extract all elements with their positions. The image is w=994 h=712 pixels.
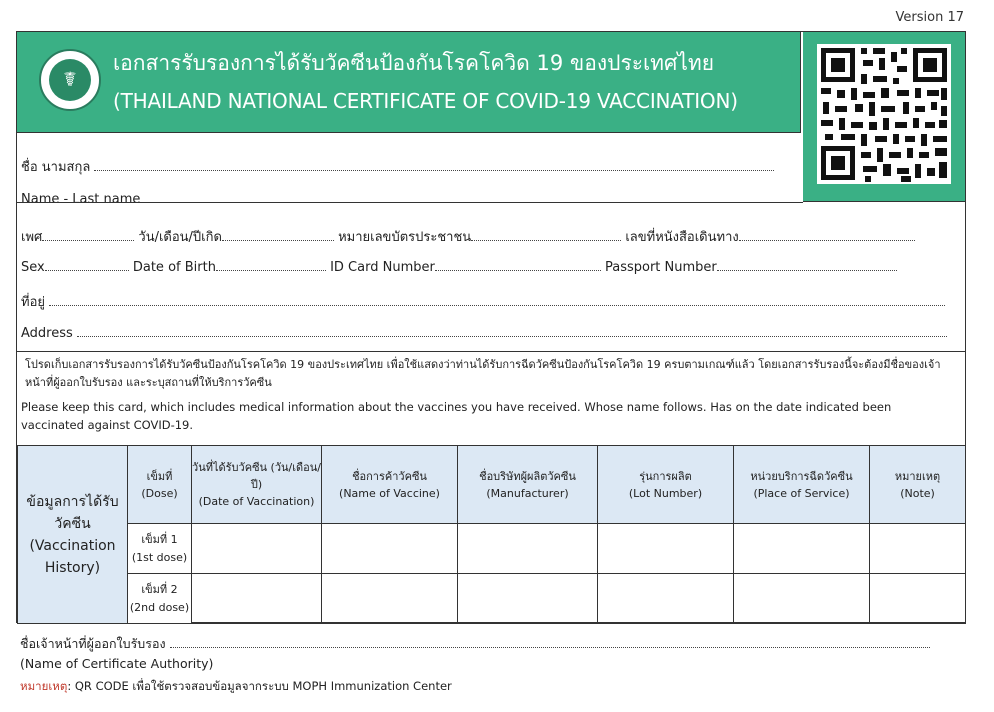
passport-thai-label: เลขที่หนังสือเดินทาง <box>625 230 739 245</box>
sex-english-label: Sex <box>21 260 45 275</box>
passport-english-field[interactable] <box>717 259 897 271</box>
name-english-label: Name - Last name <box>21 192 141 207</box>
column-header-lot-number: รุ่นการผลิต (Lot Number) <box>598 446 734 524</box>
history-english-label: (Vaccination History) <box>29 537 116 576</box>
address-thai-field[interactable] <box>49 294 945 306</box>
name-english-row <box>21 191 785 207</box>
dose-2-place-cell[interactable] <box>734 574 870 624</box>
dob-thai-label: วัน/เดือน/ปีเกิด <box>138 230 222 245</box>
dose-1-date-cell[interactable] <box>192 524 322 574</box>
authority-english-label: (Name of Certificate Authority) <box>20 656 214 671</box>
title-english: (THAILAND NATIONAL CERTIFICATE OF COVID-19 VACCINATION) <box>113 89 738 113</box>
column-header-dose: เข็มที่ (Dose) <box>128 446 192 524</box>
table-row <box>18 574 966 624</box>
column-header-vaccine-name: ชื่อการค้าวัคซีน (Name of Vaccine) <box>322 446 458 524</box>
dob-thai-field[interactable] <box>222 229 334 241</box>
qr-code-icon <box>817 44 951 184</box>
sex-thai-field[interactable] <box>42 229 134 241</box>
column-header-place: หน่วยบริการฉีดวัคซีน (Place of Service) <box>734 446 870 524</box>
column-header-manufacturer: ชื่อบริษัทผู้ผลิตวัคซีน (Manufacturer) <box>458 446 598 524</box>
column-header-note: หมายเหตุ (Note) <box>870 446 966 524</box>
vaccination-history-table <box>17 445 966 624</box>
remark-label: หมายเหตุ <box>20 679 68 693</box>
dob-english-label: Date of Birth <box>132 260 216 275</box>
divider <box>17 202 803 203</box>
title-thai: เอกสารรับรองการได้รับวัคซีนป้องกันโรคโควิด 19 ของประเทศไทย <box>113 51 715 75</box>
dose-2-manufacturer-cell[interactable] <box>458 574 598 624</box>
dose-1-lot-cell[interactable] <box>598 524 734 574</box>
address-thai-label: ที่อยู่ <box>21 295 45 310</box>
certificate-header <box>17 32 801 133</box>
address-english-label: Address <box>21 326 73 341</box>
address-thai-row <box>21 291 945 312</box>
dose-2-lot-cell[interactable] <box>598 574 734 624</box>
column-header-date: วันที่ได้รับวัคซีน (วัน/เดือน/ปี) (Date of Vaccination) <box>192 446 322 524</box>
authority-row <box>20 634 930 654</box>
vaccination-certificate-card <box>16 31 966 623</box>
authority-field[interactable] <box>170 636 930 648</box>
name-thai-field[interactable] <box>94 159 774 171</box>
divider <box>17 351 965 352</box>
personal-info-thai-row <box>21 226 915 247</box>
remark-row <box>20 678 452 696</box>
personal-info-english-row <box>21 259 897 275</box>
dose-1-manufacturer-cell[interactable] <box>458 524 598 574</box>
table-row <box>18 524 966 574</box>
note-thai: โปรดเก็บเอกสารรับรองการได้รับวัคซีนป้องกันโรคโควิด 19 ของประเทศไทย เพื่อใช้แสดงว่าท่านได้รับการฉีดวัคซีนป้องกันโรคโควิด 19 ครบตามเกณฑ์แล้ว โดยเอกสารรับรองนี้จะต้องมีชื่อของเจ้าหน้าที่ผู้ออกใบรับรอง และระบุสถานที่ให้บริการวัคซีน <box>25 358 941 389</box>
vaccination-history-heading <box>18 446 128 624</box>
history-thai-label: ข้อมูลการได้รับวัคซีน <box>26 493 119 532</box>
idcard-english-field[interactable] <box>435 259 601 271</box>
dose-1-vaccine-cell[interactable] <box>322 524 458 574</box>
dose-2-date-cell[interactable] <box>192 574 322 624</box>
dose-1-place-cell[interactable] <box>734 524 870 574</box>
address-english-row <box>21 325 947 341</box>
sex-thai-label: เพศ <box>21 230 43 245</box>
dose-2-note-cell[interactable] <box>870 574 966 624</box>
authority-thai-label: ชื่อเจ้าหน้าที่ผู้ออกใบรับรอง <box>20 636 166 651</box>
idcard-english-label: ID Card Number <box>330 260 435 275</box>
note-english: Please keep this card, which includes medical information about the vaccines you have received. Whose name follows. Has on the date indicated been vaccinated against COVID-19. <box>21 400 892 432</box>
idcard-thai-field[interactable] <box>471 229 621 241</box>
version-label: Version 17 <box>895 10 964 25</box>
moph-emblem-icon: ☤ <box>39 49 101 111</box>
dose-1-label: เข็มที่ 1 (1st dose) <box>128 524 192 574</box>
passport-english-label: Passport Number <box>604 260 717 275</box>
dose-1-note-cell[interactable] <box>870 524 966 574</box>
passport-thai-field[interactable] <box>739 229 915 241</box>
dob-english-field[interactable] <box>216 259 326 271</box>
idcard-thai-label: หมายเลขบัตรประชาชน <box>338 230 472 245</box>
sex-english-field[interactable] <box>45 259 129 271</box>
remark-text: : QR CODE เพื่อใช้ตรวจสอบข้อมูลจากระบบ MOPH Immunization Center <box>67 679 452 693</box>
dose-2-label: เข็มที่ 2 (2nd dose) <box>128 574 192 624</box>
address-english-field[interactable] <box>77 325 947 337</box>
name-thai-row <box>21 156 774 177</box>
qr-code-panel <box>803 32 965 202</box>
name-thai-label: ชื่อ นามสกุล <box>21 160 91 175</box>
dose-2-vaccine-cell[interactable] <box>322 574 458 624</box>
